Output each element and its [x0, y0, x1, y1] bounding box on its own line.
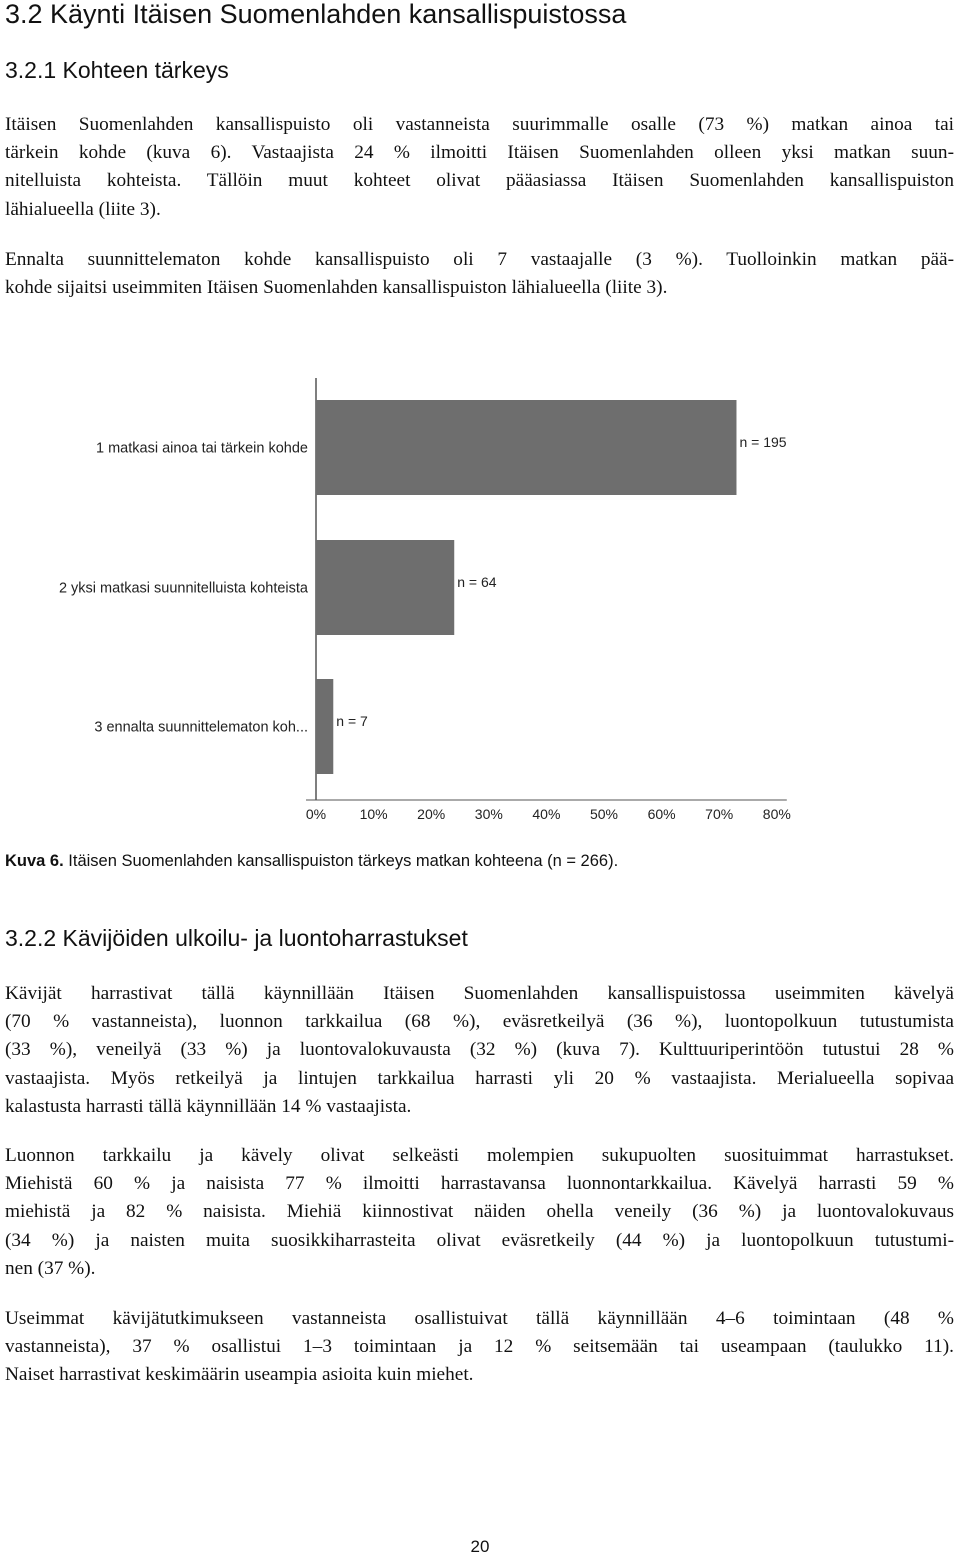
paragraph-1-line: lähialueella (liite 3).	[5, 198, 161, 220]
paragraph-5-line: vastanneista), 37 % osallistui 1–3 toimintaan ja 12 % seitsemään tai useampaan (taulukko 11).	[5, 1336, 954, 1358]
chart-x-tick-label: 50%	[589, 806, 619, 822]
paragraph-3-line: vastaajista. Myös retkeilyä ja lintujen tarkkailua harrasti yli 20 % vastaajista. Merialueella sopivaa	[5, 1067, 954, 1089]
figure-caption-label: Kuva 6.	[5, 852, 64, 870]
chart-x-tick-label: 60%	[647, 806, 676, 822]
figure-caption	[5, 850, 954, 872]
chart-data-label: n = 64	[457, 574, 497, 590]
chart-category-label: 3 ennalta suunnittelematon koh...	[94, 719, 308, 736]
paragraph-3-line: (33 %), veneilyä (33 %) ja luontovalokuvausta (32 %) (kuva 7). Kulttuuriperintöön tutustui 28 %	[5, 1039, 954, 1061]
chart-x-tick-label: 40%	[532, 806, 561, 822]
chart-x-tick-label: 30%	[474, 806, 503, 822]
paragraph-1	[5, 111, 954, 224]
paragraph-4-line: Miehistä 60 % ja naisista 77 % ilmoitti harrastavansa luonnontarkkailua. Kävelyä harrasti 59 %	[5, 1173, 954, 1195]
chart-x-tick-label: 80%	[762, 806, 791, 822]
paragraph-1-line: nitelluista kohteista. Tällöin muut kohteet olivat pääasiassa Itäisen Suomenlahden kansallispuiston	[5, 170, 954, 192]
paragraph-2-line: kohde sijaitsi useimmiten Itäisen Suomenlahden kansallispuiston lähialueella (liite 3).	[5, 277, 668, 299]
paragraph-5-line: Useimmat kävijätutkimukseen vastanneista osallistuivat tällä käynnillään 4–6 toimintaan (48 %	[5, 1308, 954, 1329]
paragraph-3-line: kalastusta harrasti tällä käynnillään 14 % vastaajista.	[5, 1095, 412, 1117]
page-number: 20	[470, 1537, 490, 1556]
paragraph-3	[5, 980, 954, 1121]
subsection-title-harrastukset: 3.2.2 Kävijöiden ulkoilu- ja luontoharrastukset	[5, 925, 468, 951]
chart-data-label: n = 195	[739, 434, 787, 450]
paragraph-2	[5, 246, 954, 302]
chart-x-tick-label: 0%	[305, 806, 327, 822]
destination-importance-chart	[0, 370, 960, 830]
paragraph-3-line: (70 % vastanneista), luonnon tarkkailua (68 %), eväsretkeilyä (36 %), luontopolkuun tutustumista	[5, 1011, 954, 1033]
paragraph-1-line: tärkein kohde (kuva 6). Vastaajista 24 % ilmoitti Itäisen Suomenlahden olleen yksi matkan suun-	[5, 142, 954, 164]
paragraph-4	[5, 1142, 954, 1283]
paragraph-1-line: Itäisen Suomenlahden kansallispuisto oli vastanneista suurimmalle osalle (73 %) matkan ainoa tai	[5, 114, 954, 135]
chart-x-tick-label: 10%	[359, 806, 388, 822]
paragraph-4-line: nen (37 %).	[5, 1257, 96, 1279]
chart-data-label: n = 7	[336, 713, 368, 729]
figure-caption-text: Itäisen Suomenlahden kansallispuiston tärkeys matkan kohteena (n = 266).	[63, 852, 619, 870]
chart-bar	[316, 400, 736, 495]
chart-x-tick-label: 20%	[417, 806, 446, 822]
paragraph-2-line: Ennalta suunnittelematon kohde kansallispuisto oli 7 vastaajalle (3 %). Tuolloinkin matkan pää-	[5, 249, 954, 270]
chart-bar	[316, 540, 454, 635]
chart-category-label: 2 yksi matkasi suunnitelluista kohteista	[58, 580, 308, 597]
chart-x-tick-label: 70%	[705, 806, 734, 822]
paragraph-4-line: (34 %) ja naisten muita suosikkiharrasteita olivat eväsretkeily (44 %) ja luontopolkuun tutustumi-	[5, 1229, 954, 1251]
chart-category-label: 1 matkasi ainoa tai tärkein kohde	[96, 440, 308, 457]
paragraph-3-line: Kävijät harrastivat tällä käynnillään Itäisen Suomenlahden kansallispuistossa useimmiten kävelyä	[5, 983, 954, 1004]
paragraph-5-line: Naiset harrastivat keskimäärin useampia asioita kuin miehet.	[5, 1364, 474, 1386]
paragraph-4-line: miehistä ja 82 % naisista. Miehiä kiinnostivat näiden ohella veneily (36 %) ja luontovalokuvaus	[5, 1201, 954, 1223]
section-title: 3.2 Käynti Itäisen Suomenlahden kansallispuistossa	[5, 0, 627, 29]
paragraph-4-line: Luonnon tarkkailu ja kävely olivat selkeästi molempien sukupuolten suosituimmat harrastukset.	[5, 1145, 954, 1166]
subsection-title-kohteen-tarkeys: 3.2.1 Kohteen tärkeys	[5, 57, 229, 83]
chart-bar	[316, 679, 333, 774]
paragraph-5	[5, 1305, 954, 1390]
